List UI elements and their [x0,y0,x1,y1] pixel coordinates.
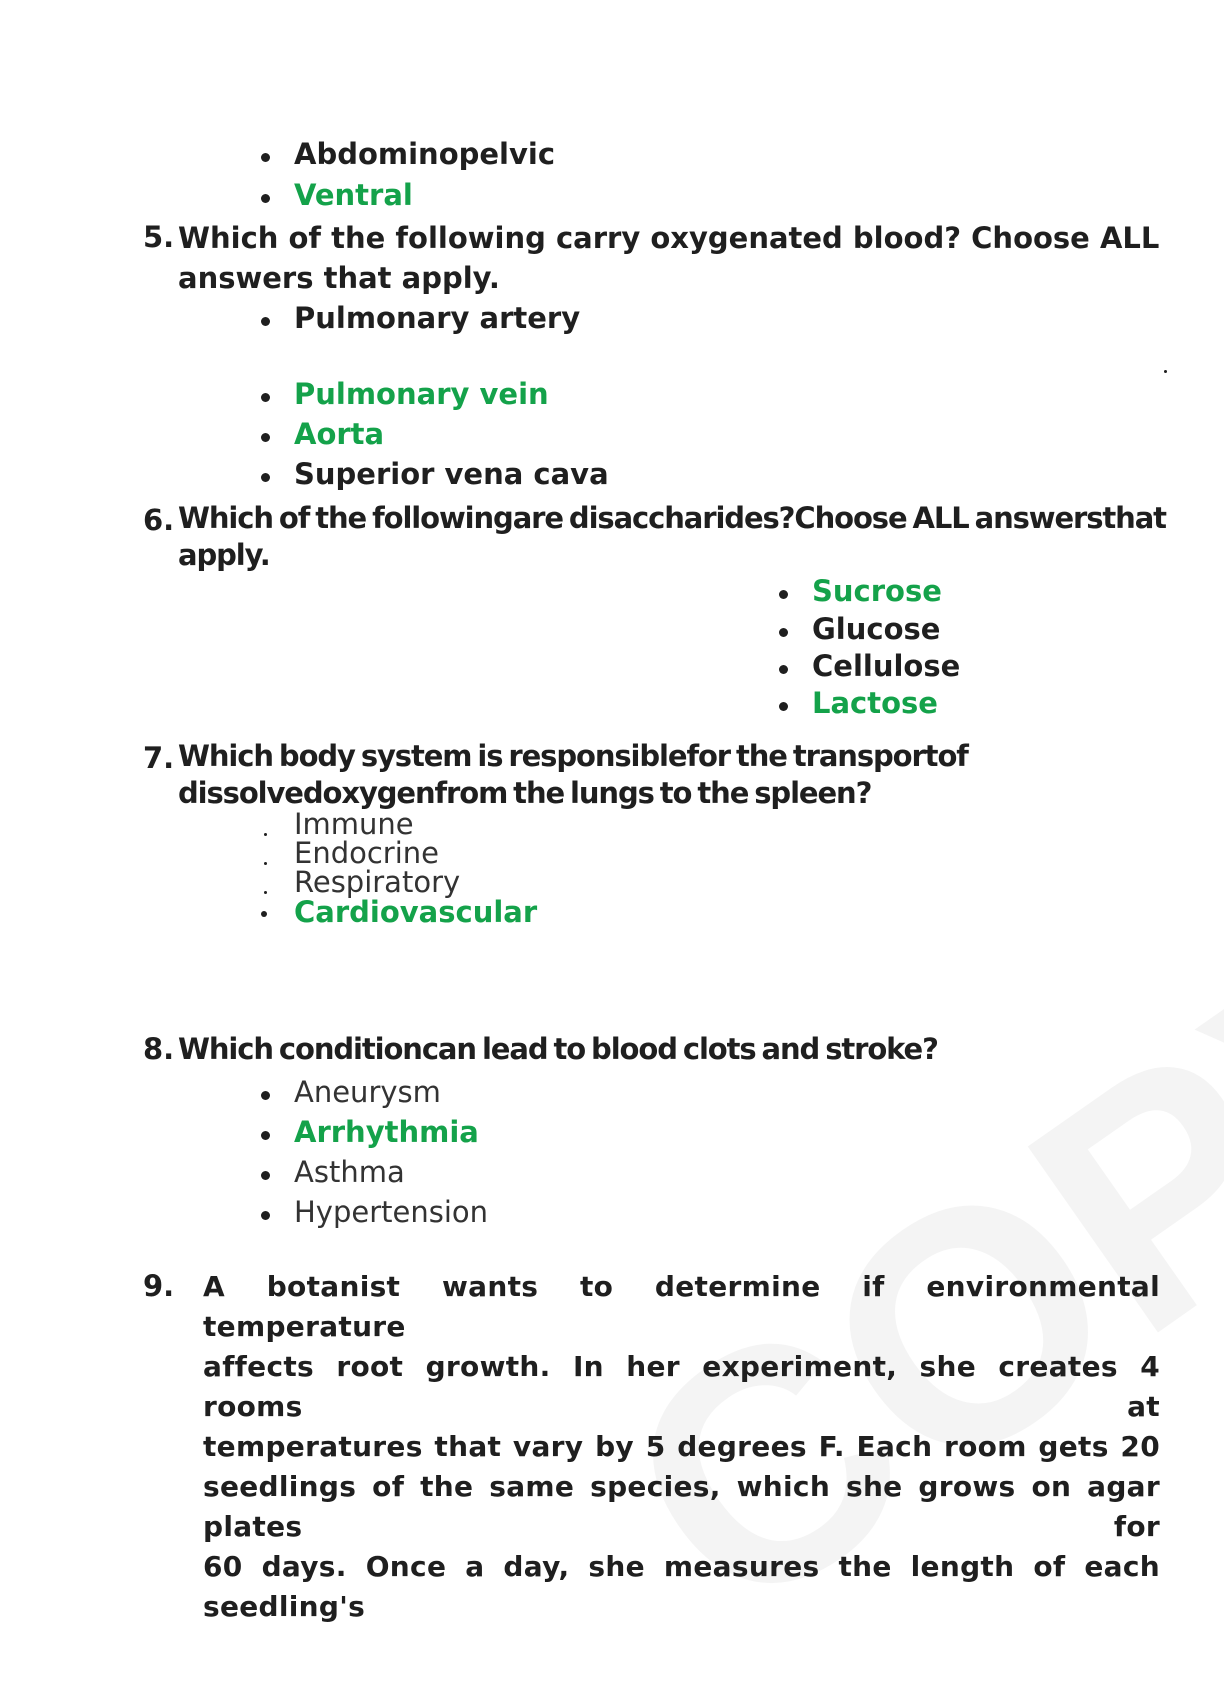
question-7-text [178,738,968,812]
bullet-icon [779,702,788,711]
question-5-text [178,218,1159,298]
option-superior-vena-cava: Superior vena cava [294,457,609,491]
question-9-line-2: affects root growth. In her experiment, she creates 4 rooms at [203,1350,1160,1423]
bullet-icon [261,1091,270,1100]
bullet-icon [779,590,788,599]
question-7-number: 7. [143,741,175,775]
question-9-number: 9. [143,1269,175,1303]
option-respiratory: Respiratory [294,865,461,899]
question-6-text [178,500,1166,574]
bullet-icon [261,1131,270,1140]
question-9-line-3: temperatures that vary by 5 degrees F. Each room gets 20 [203,1430,1160,1463]
option-cellulose: Cellulose [812,649,961,683]
question-6-line-1: Which of the followingare disaccharides?Choose ALL answersthat [178,501,1166,535]
bullet-icon [261,1211,270,1220]
bullet-icon [264,862,267,865]
option-abdominopelvic: Abdominopelvic [294,137,556,171]
option-sucrose-correct: Sucrose [812,574,942,608]
option-asthma: Asthma [294,1155,405,1189]
question-5-line-1: Which of the following carry oxygenated blood? Choose ALL [178,221,1160,255]
question-9-text [203,1267,1160,1627]
question-9-line-4: seedlings of the same species, which she grows on agar plates for [203,1470,1160,1543]
question-9-line-1: A botanist wants to determine if environmental temperature [203,1270,1160,1343]
question-6-number: 6. [143,503,175,537]
question-9-line-5: 60 days. Once a day, she measures the length of each seedling's [203,1550,1160,1623]
stray-dot [1164,370,1167,373]
option-glucose: Glucose [812,612,941,646]
bullet-icon [261,473,270,482]
question-8-number: 8. [143,1032,175,1066]
option-lactose-correct: Lactose [812,686,938,720]
option-hypertension: Hypertension [294,1195,489,1229]
question-8-text: Which conditioncan lead to blood clots and stroke? [178,1032,938,1066]
option-arrhythmia-correct: Arrhythmia [294,1115,479,1149]
bullet-icon [261,911,267,917]
question-5-number: 5. [143,220,175,254]
bullet-icon [779,628,788,637]
option-ventral-correct: Ventral [294,178,413,212]
question-7-line-2: dissolvedoxygenfrom the lungs to the spleen? [178,776,872,810]
option-aneurysm: Aneurysm [294,1075,441,1109]
bullet-icon [261,194,270,203]
bullet-icon [261,153,270,162]
bullet-icon [264,833,267,836]
bullet-icon [264,891,267,894]
bullet-icon [261,393,270,402]
question-7-line-1: Which body system is responsiblefor the transportof [178,739,968,773]
option-pulmonary-artery: Pulmonary artery [294,301,581,335]
option-immune: Immune [294,807,414,841]
option-endocrine: Endocrine [294,836,439,870]
option-pulmonary-vein-correct: Pulmonary vein [294,377,549,411]
bullet-icon [261,1171,270,1180]
option-cardiovascular-correct: Cardiovascular [294,895,538,929]
question-5-line-2: answers that apply. [178,261,500,295]
bullet-icon [779,665,788,674]
bullet-icon [261,317,270,326]
option-aorta-correct: Aorta [294,417,385,451]
bullet-icon [261,433,270,442]
question-6-line-2: apply. [178,538,270,572]
